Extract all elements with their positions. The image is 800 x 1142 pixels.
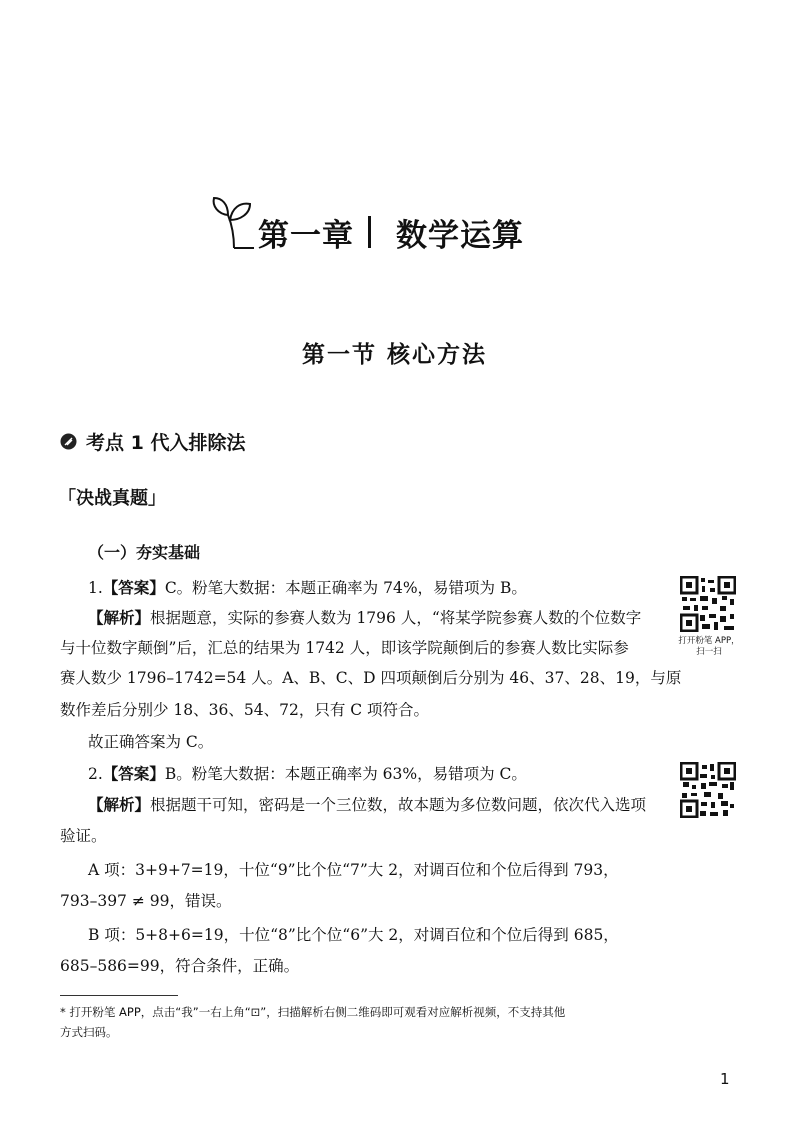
footnote-divider xyxy=(60,995,178,996)
bracket-heading: 「决战真题」 xyxy=(58,488,166,509)
qr-code-icon[interactable] xyxy=(680,576,736,632)
analysis-text: 根据题干可知，密码是一个三位数，故本题为多位数问题，依次代入选项 xyxy=(150,796,647,814)
chapter-subtitle: 数学运算 xyxy=(396,218,524,254)
question2-option-b-line1: B 项：5+8+6=19，十位“8”比个位“6”大 2，对调百位和个位后得到 685， xyxy=(88,926,619,944)
question1-conclusion: 故正确答案为 C。 xyxy=(88,733,214,751)
answer-tag: 【答案】 xyxy=(102,765,165,783)
footnote-line2: 方式扫码。 xyxy=(60,1025,118,1039)
topic-title: 考点 1 代入排除法 xyxy=(86,432,246,454)
qr-code-icon[interactable] xyxy=(680,762,736,818)
question1-analysis-line2: 与十位数字颠倒”后，汇总的结果为 1742 人，即该学院颠倒后的参赛人数比实际参 xyxy=(60,639,629,657)
analysis-tag: 【解析】 xyxy=(88,796,151,814)
question2-analysis-line2: 验证。 xyxy=(60,827,107,845)
qr-caption xyxy=(673,636,745,658)
section-title: 第一节 核心方法 xyxy=(302,342,488,368)
chapter-divider xyxy=(368,216,371,248)
question1-analysis-line3: 赛人数少 1796–1742=54 人。A、B、C、D 四项颠倒后分别为 46、37、28、19，与原 xyxy=(60,669,682,687)
chapter-heading xyxy=(210,190,610,270)
analysis-tag: 【解析】 xyxy=(88,609,151,627)
question2-option-b-line2: 685–586=99，符合条件，正确。 xyxy=(60,957,300,975)
subsection-title: （一）夯实基础 xyxy=(88,543,201,562)
chapter-title: 第一章 xyxy=(258,218,354,254)
answer-text: C。粉笔大数据：本题正确率为 74%，易错项为 B。 xyxy=(164,579,527,597)
qr-caption-line1: 打开粉笔 APP， xyxy=(678,636,740,646)
question2-answer xyxy=(88,764,527,784)
footnote-line1: * 打开粉笔 APP，点击“我”一右上角“⊡”，扫描解析右侧二维码即可观看对应解析视频，不支持其他 xyxy=(60,1005,566,1019)
question2-option-a-line2: 793–397 ≠ 99，错误。 xyxy=(60,892,232,910)
question-number: 2. xyxy=(88,765,103,783)
question2-analysis-line1 xyxy=(88,795,646,815)
topic-bullet-icon xyxy=(60,433,77,450)
page-number: 1 xyxy=(720,1070,730,1088)
analysis-text: 根据题意，实际的参赛人数为 1796 人，“将某学院参赛人数的个位数字 xyxy=(150,609,642,627)
question1-analysis-line4: 数作差后分别少 18、36、54、72，只有 C 项符合。 xyxy=(60,701,430,719)
question1-analysis-line1 xyxy=(88,608,641,628)
question2-option-a-line1: A 项：3+9+7=19，十位“9”比个位“7”大 2，对调百位和个位后得到 793， xyxy=(88,861,619,879)
answer-tag: 【答案】 xyxy=(102,579,165,597)
sprout-icon xyxy=(210,190,258,250)
answer-text: B。粉笔大数据：本题正确率为 63%，易错项为 C。 xyxy=(164,765,527,783)
qr-caption-line2: 扫一扫 xyxy=(696,647,722,657)
question1-answer xyxy=(88,578,527,598)
question-number: 1. xyxy=(88,579,103,597)
